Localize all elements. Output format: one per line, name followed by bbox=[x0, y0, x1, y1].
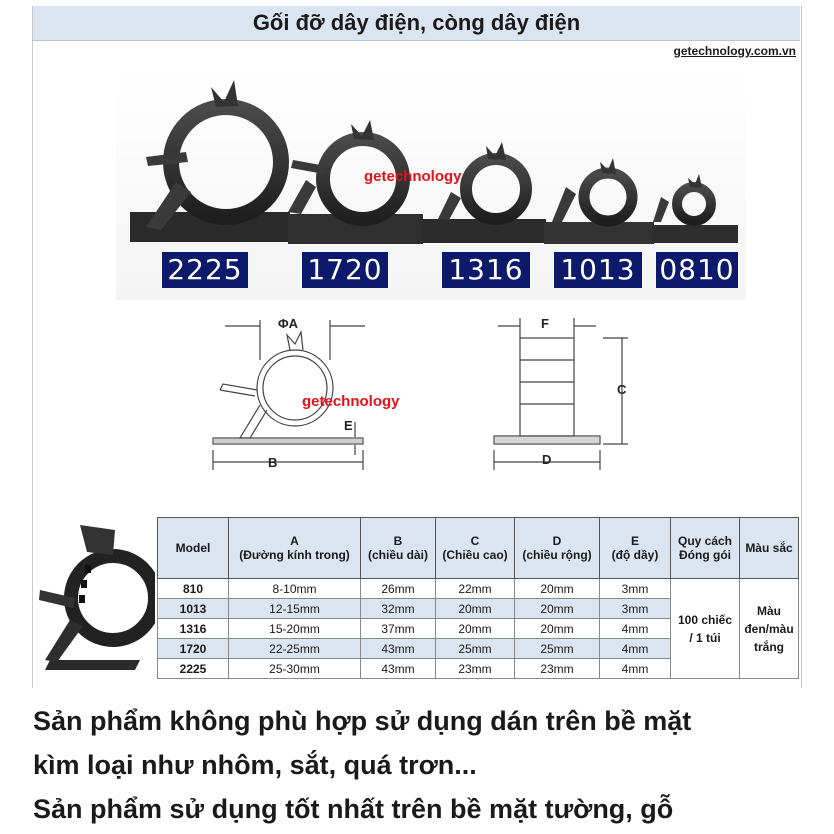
dim-label-e: E bbox=[344, 418, 353, 433]
table-row bbox=[158, 579, 799, 599]
cell-b: 26mm bbox=[361, 579, 436, 599]
header-c-label: C bbox=[470, 534, 480, 548]
cell-a: 15-20mm bbox=[229, 619, 361, 639]
packing-line-1: 100 chiếc bbox=[677, 612, 733, 627]
header-pack bbox=[671, 518, 740, 579]
cell-c: 20mm bbox=[436, 619, 515, 639]
front-view-drawing bbox=[488, 310, 638, 480]
cell-a: 22-25mm bbox=[229, 639, 361, 659]
color-line-3: trắng bbox=[754, 639, 784, 654]
cell-c: 22mm bbox=[436, 579, 515, 599]
cell-d: 23mm bbox=[515, 659, 600, 679]
cell-a: 8-10mm bbox=[229, 579, 361, 599]
header-color-label: Màu sắc bbox=[745, 541, 793, 555]
cell-e: 3mm bbox=[600, 579, 671, 599]
header-d-desc: (chiều rộng) bbox=[522, 548, 592, 562]
cell-b: 37mm bbox=[361, 619, 436, 639]
header-c-desc: (Chiều cao) bbox=[442, 548, 508, 562]
cell-b: 43mm bbox=[361, 639, 436, 659]
model-label-1013: 1013 bbox=[554, 252, 642, 288]
header-model bbox=[158, 518, 229, 579]
header-c bbox=[436, 518, 515, 579]
cell-d: 20mm bbox=[515, 619, 600, 639]
cell-model: 810 bbox=[158, 579, 229, 599]
cell-d: 20mm bbox=[515, 579, 600, 599]
dim-label-a: ΦA bbox=[278, 316, 299, 331]
dim-label-c: C bbox=[617, 382, 627, 397]
cell-c: 20mm bbox=[436, 599, 515, 619]
header-e-label: E bbox=[630, 534, 639, 548]
watermark-drawing: getechnology bbox=[302, 393, 400, 410]
cell-b: 43mm bbox=[361, 659, 436, 679]
cell-d: 25mm bbox=[515, 639, 600, 659]
website-link[interactable]: getechnology.com.vn bbox=[673, 44, 796, 58]
cell-c: 25mm bbox=[436, 639, 515, 659]
cell-packing bbox=[671, 579, 740, 679]
model-label-0810: 0810 bbox=[656, 252, 738, 288]
header-a-desc: (Đường kính trong) bbox=[239, 548, 350, 562]
page-title: Gối đỡ dây điện, còng dây điện bbox=[33, 6, 800, 41]
header-pack-desc: Đóng gói bbox=[679, 548, 731, 562]
header-model-label: Model bbox=[175, 541, 211, 555]
cell-e: 4mm bbox=[600, 619, 671, 639]
header-b bbox=[361, 518, 436, 579]
header-a bbox=[229, 518, 361, 579]
note-line-1: Sản phẩm không phù hợp sử dụng dán trên bề mặt bbox=[33, 706, 692, 736]
clip-closeup-photo bbox=[35, 520, 155, 685]
note-line-2: kìm loại như nhôm, sắt, quá trơn... bbox=[33, 750, 477, 780]
clip-closeup-illustration bbox=[35, 520, 155, 685]
dim-label-b: B bbox=[268, 455, 278, 470]
header-d-label: D bbox=[552, 534, 562, 548]
header-d bbox=[515, 518, 600, 579]
spec-table bbox=[157, 517, 799, 679]
model-label-1316: 1316 bbox=[442, 252, 530, 288]
cell-model: 1720 bbox=[158, 639, 229, 659]
note-line-3: Sản phẩm sử dụng tốt nhất trên bề mặt tường, gỗ bbox=[33, 794, 674, 824]
cell-e: 4mm bbox=[600, 659, 671, 679]
header-e-desc: (độ dầy) bbox=[611, 548, 659, 562]
header-color bbox=[740, 518, 799, 579]
cell-a: 12-15mm bbox=[229, 599, 361, 619]
header-b-desc: (chiều dài) bbox=[367, 548, 428, 562]
header-pack-label: Quy cách bbox=[677, 534, 733, 548]
dim-label-d: D bbox=[542, 452, 552, 467]
model-label-1720: 1720 bbox=[302, 252, 388, 288]
cell-e: 4mm bbox=[600, 639, 671, 659]
product-photo bbox=[116, 62, 746, 300]
cell-c: 23mm bbox=[436, 659, 515, 679]
dim-label-f: F bbox=[541, 316, 549, 331]
header-e bbox=[600, 518, 671, 579]
header-a-label: A bbox=[290, 534, 299, 548]
cell-a: 25-30mm bbox=[229, 659, 361, 679]
cell-model: 2225 bbox=[158, 659, 229, 679]
cell-model: 1013 bbox=[158, 599, 229, 619]
cell-model: 1316 bbox=[158, 619, 229, 639]
cell-d: 20mm bbox=[515, 599, 600, 619]
watermark-photo: getechnology bbox=[364, 168, 462, 185]
model-label-2225: 2225 bbox=[162, 252, 248, 288]
color-line-1: Màu bbox=[757, 603, 781, 618]
header-b-label: B bbox=[393, 534, 403, 548]
color-line-2: đen/màu bbox=[744, 621, 794, 636]
cell-e: 3mm bbox=[600, 599, 671, 619]
packing-line-2: / 1 túi bbox=[689, 630, 721, 645]
table-header-row bbox=[158, 518, 799, 579]
cell-b: 32mm bbox=[361, 599, 436, 619]
cell-color bbox=[740, 579, 799, 679]
